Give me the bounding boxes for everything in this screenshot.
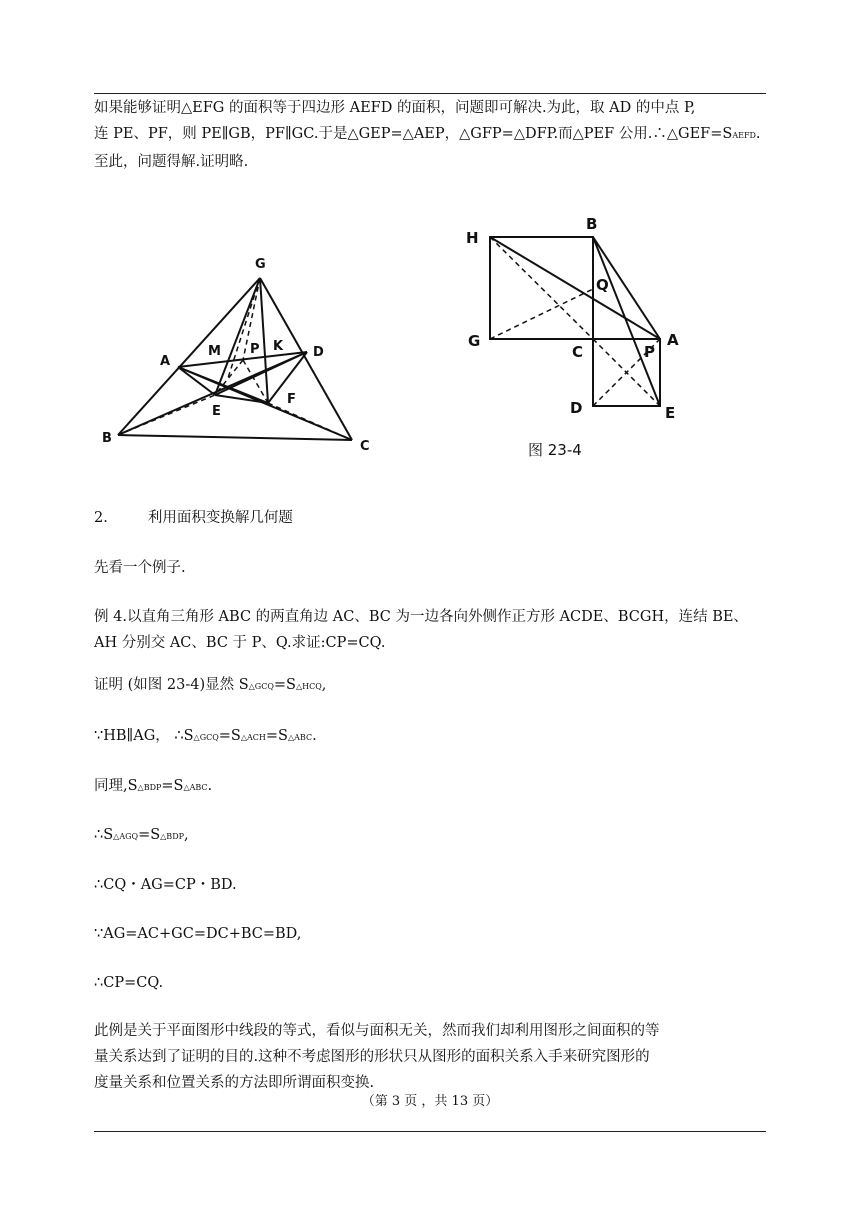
section-heading [94, 505, 766, 531]
label-e: E [212, 404, 221, 419]
section-number: 2. [94, 510, 108, 526]
proof-line-2: ∵HB∥AG， ∴S△GCQ=S△ACH=S△ABC. [94, 728, 317, 744]
label-e2: E [665, 404, 676, 422]
figure-caption: 图 23-4 [528, 441, 582, 459]
figure-triangle-diagram [100, 250, 380, 470]
conclusion-line-3: 度量关系和位置关系的方法即所谓面积变换. [94, 1075, 375, 1091]
label-g2: G [468, 332, 481, 350]
intro-line-2: 连 PE、PF，则 PE∥GB，PF∥GC.于是△GEP=△AEP，△GFP=△DFP.而△PEF 公用.∴△GEF=SAEFD. [94, 126, 761, 142]
label-q: Q [596, 276, 609, 294]
label-c2: C [572, 343, 584, 361]
lead-text: 先看一个例子. [94, 560, 186, 576]
label-a2: A [667, 331, 679, 349]
label-d: D [313, 345, 324, 360]
figure-squares-diagram [460, 205, 710, 465]
label-c: C [360, 439, 370, 454]
label-b2: B [586, 215, 598, 233]
example-line-2: AH 分别交 AC、BC 于 P、Q.求证:CP=CQ. [94, 635, 386, 651]
section-title: 利用面积变换解几何题 [147, 510, 293, 526]
label-d2: D [570, 399, 583, 417]
proof-line-6: ∵AG=AC+GC=DC+BC=BD, [94, 926, 302, 942]
label-k: K [273, 339, 284, 354]
proof-line-5: ∴CQ・AG=CP・BD. [94, 877, 237, 893]
proof-line-1: 证明 (如图 23-4)显然 S△GCQ=S△HCQ, [94, 677, 327, 693]
intro-paragraph [94, 95, 766, 175]
top-rule [94, 93, 766, 94]
label-p2: P [644, 343, 655, 361]
proof-line-7: ∴CP=CQ. [94, 975, 164, 991]
label-h: H [466, 229, 479, 247]
label-f: F [287, 392, 296, 407]
label-p: P [250, 342, 260, 357]
conclusion-paragraph [94, 1018, 766, 1096]
label-g: G [255, 257, 266, 272]
proof-line-3: 同理,S△BDP=S△ABC. [94, 778, 213, 794]
page-footer: （第 3 页 ，共 13 页） [361, 1094, 499, 1109]
bottom-rule [94, 1131, 766, 1132]
example-line-1: 例 4.以直角三角形 ABC 的两直角边 AC、BC 为一边各向外侧作正方形 ACDE、BCGH，连结 BE、 [94, 609, 748, 625]
label-b: B [102, 431, 112, 446]
intro-line-3: 至此，问题得解.证明略. [94, 154, 249, 170]
proof-line-4: ∴S△AGQ=S△BDP, [94, 827, 189, 843]
label-a: A [160, 354, 171, 369]
example-paragraph [94, 604, 766, 656]
label-m: M [208, 344, 221, 359]
conclusion-line-2: 量关系达到了证明的目的.这种不考虑图形的形状只从图形的面积关系入手来研究图形的 [94, 1049, 650, 1065]
conclusion-line-1: 此例是关于平面图形中线段的等式，看似与面积无关，然而我们却利用图形之间面积的等 [94, 1023, 660, 1039]
intro-line-1: 如果能够证明△EFG 的面积等于四边形 AEFD 的面积，问题即可解决.为此，取 AD 的中点 P, [94, 100, 696, 116]
